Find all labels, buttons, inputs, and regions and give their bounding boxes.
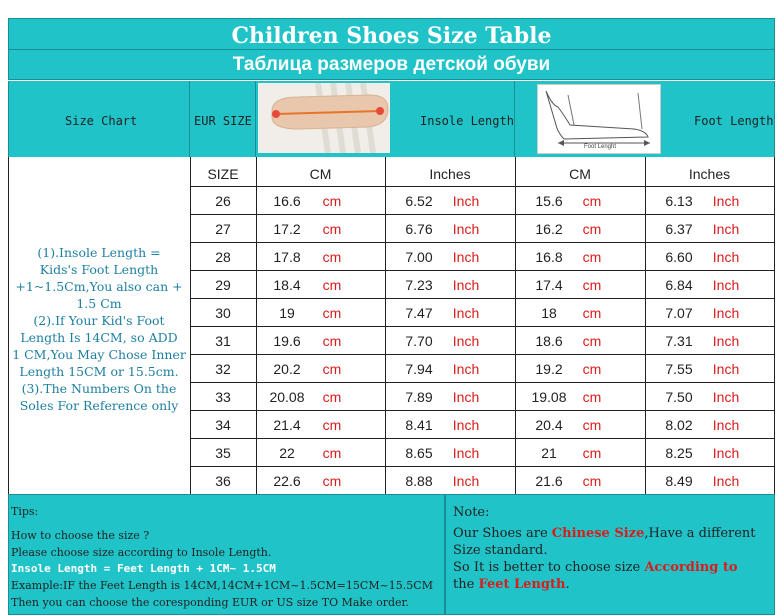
- insole-image: [258, 83, 390, 153]
- header-foot-length-label: Foot Length: [694, 114, 774, 128]
- note-panel: [445, 494, 775, 615]
- unit-label: cm: [582, 193, 602, 209]
- unit-label: Inch: [452, 277, 480, 293]
- unit-label: Inch: [452, 473, 480, 489]
- insole-inch-value: 7.00: [405, 249, 433, 265]
- foot-cm-value: 18: [541, 305, 557, 321]
- grid-row-divider: [190, 382, 775, 383]
- grid-row-divider: [190, 466, 775, 467]
- foot-cm-value: 16.8: [535, 249, 563, 265]
- unit-label: cm: [322, 417, 342, 433]
- unit-label: cm: [322, 445, 342, 461]
- header-size-chart-label: Size Chart: [65, 114, 138, 128]
- unit-label: Inch: [452, 333, 480, 349]
- insole-inch-value: 7.23: [405, 277, 433, 293]
- foot-cm-value: 16.2: [535, 221, 563, 237]
- header-insole-length-label: Insole Length: [420, 114, 514, 128]
- unit-label: cm: [322, 473, 342, 489]
- unit-label: cm: [582, 473, 602, 489]
- insole-inch-value: 7.89: [405, 389, 433, 405]
- size-cell: 36: [215, 473, 231, 489]
- size-cell: 35: [215, 445, 231, 461]
- insole-cm-value: 17.8: [273, 249, 301, 265]
- unit-label: Inch: [712, 417, 740, 433]
- header-foot-length: [515, 81, 775, 157]
- insole-inch-value: 8.65: [405, 445, 433, 461]
- size-cell: 31: [215, 333, 231, 349]
- foot-cm-value: 20.4: [535, 417, 563, 433]
- col-insole-cm: CM: [309, 166, 332, 182]
- unit-label: Inch: [452, 389, 480, 405]
- tips-line: How to choose the size ?: [11, 529, 150, 542]
- foot-inch-value: 6.84: [665, 277, 693, 293]
- header-size-chart: [8, 81, 190, 157]
- tips-panel: [8, 494, 445, 615]
- note-heading: Note:: [453, 505, 490, 520]
- foot-inch-value: 6.60: [665, 249, 693, 265]
- foot-cm-value: 15.6: [535, 193, 563, 209]
- unit-label: cm: [322, 333, 342, 349]
- side-note-line: +1~1.5Cm,You also can +: [15, 279, 183, 294]
- unit-label: Inch: [452, 221, 480, 237]
- unit-label: cm: [322, 361, 342, 377]
- unit-label: cm: [582, 389, 602, 405]
- unit-label: Inch: [452, 445, 480, 461]
- unit-label: Inch: [712, 221, 740, 237]
- foot-image: [537, 84, 661, 154]
- tips-heading: Tips:: [11, 505, 39, 518]
- insole-cm-value: 19: [279, 305, 295, 321]
- col-size: SIZE: [207, 166, 239, 182]
- side-note-line: Length 15CM or 15.5cm.: [19, 364, 179, 379]
- unit-label: Inch: [452, 193, 480, 209]
- foot-cm-value: 18.6: [535, 333, 563, 349]
- side-note-line: (1).Insole Length =: [37, 245, 161, 260]
- insole-cm-value: 19.6: [273, 333, 301, 349]
- foot-cm-value: 21.6: [535, 473, 563, 489]
- unit-label: cm: [582, 445, 602, 461]
- size-cell: 34: [215, 417, 231, 433]
- insole-cm-value: 22.6: [273, 473, 301, 489]
- insole-inch-value: 7.94: [405, 361, 433, 377]
- insole-inch-value: 7.70: [405, 333, 433, 349]
- size-cell: 27: [215, 221, 231, 237]
- unit-label: Inch: [712, 193, 740, 209]
- unit-label: cm: [582, 417, 602, 433]
- unit-label: Inch: [712, 333, 740, 349]
- unit-label: Inch: [712, 445, 740, 461]
- note-text: So It is better to choose size: [453, 560, 645, 575]
- unit-label: Inch: [452, 361, 480, 377]
- side-note-line: Soles For Reference only: [19, 398, 179, 413]
- size-cell: 30: [215, 305, 231, 321]
- unit-label: cm: [322, 277, 342, 293]
- unit-label: Inch: [712, 473, 740, 489]
- size-cell: 29: [215, 277, 231, 293]
- table-title: Children Shoes Size Table: [8, 18, 775, 50]
- header-eur-size: [190, 81, 256, 157]
- grid-row-divider: [190, 298, 775, 299]
- col-insole-inches: Inches: [429, 166, 471, 182]
- insole-inch-value: 8.88: [405, 473, 433, 489]
- unit-label: cm: [582, 277, 602, 293]
- insole-cm-value: 17.2: [273, 221, 301, 237]
- insole-inch-value: 6.76: [405, 221, 433, 237]
- note-highlight: Feet Length: [478, 577, 566, 592]
- note-line: [453, 560, 738, 575]
- foot-inch-value: 6.37: [665, 221, 693, 237]
- foot-inch-value: 8.25: [665, 445, 693, 461]
- note-text: .: [565, 577, 570, 592]
- size-cell: 32: [215, 361, 231, 377]
- note-text: Our Shoes are: [453, 526, 552, 541]
- note-highlight: According to: [644, 560, 738, 575]
- col-foot-inches: Inches: [688, 166, 731, 182]
- note-line: Size standard.: [453, 543, 548, 558]
- note-text: the: [453, 577, 479, 592]
- grid-row-divider: [190, 214, 775, 215]
- note-line: [453, 526, 756, 541]
- insole-cm-value: 20.2: [273, 361, 301, 377]
- insole-inch-value: 8.41: [405, 417, 433, 433]
- side-note-line: (2).If Your Kid's Foot: [33, 313, 165, 328]
- foot-inch-value: 7.50: [665, 389, 693, 405]
- side-note-line: 1.5 Cm: [76, 296, 122, 311]
- grid-row-divider: [190, 326, 775, 327]
- foot-inch-value: 7.07: [665, 305, 693, 321]
- unit-label: cm: [582, 249, 602, 265]
- foot-cm-value: 19.2: [535, 361, 563, 377]
- grid-row-divider: [190, 270, 775, 271]
- unit-label: cm: [582, 361, 602, 377]
- insole-cm-value: 22: [279, 445, 295, 461]
- side-note-line: Length Is 14CM, so ADD: [20, 330, 178, 345]
- tips-formula: Insole Length = Feet Length + 1CM~ 1.5CM: [11, 562, 276, 575]
- foot-inch-value: 7.31: [665, 333, 693, 349]
- unit-label: Inch: [712, 389, 740, 405]
- insole-cm-value: 21.4: [273, 417, 301, 433]
- foot-image-label: Foot Lenght: [584, 144, 617, 150]
- side-note-line: 1 CM,You May Chose Inner: [12, 347, 186, 362]
- note-highlight: Chinese Size: [551, 526, 645, 541]
- unit-label: Inch: [452, 249, 480, 265]
- unit-label: cm: [582, 221, 602, 237]
- foot-inch-value: 6.13: [665, 193, 693, 209]
- insole-cm-value: 16.6: [273, 193, 301, 209]
- header-insole-length: [256, 81, 515, 157]
- unit-label: Inch: [712, 305, 740, 321]
- insole-inch-value: 6.52: [405, 193, 433, 209]
- unit-label: Inch: [712, 361, 740, 377]
- tips-example: Example:IF the Feet Length is 14CM,14CM+1CM~1.5CM=15CM~15.5CM: [11, 579, 433, 592]
- unit-label: cm: [582, 333, 602, 349]
- foot-cm-value: 21: [541, 445, 557, 461]
- tips-line: Please choose size according to Insole Length.: [11, 546, 272, 559]
- unit-label: Inch: [452, 417, 480, 433]
- size-cell: 33: [215, 389, 231, 405]
- note-text: ,Have a different: [644, 526, 756, 541]
- size-cell: 26: [215, 193, 231, 209]
- side-note-line: (3).The Numbers On the: [21, 381, 177, 396]
- size-cell: 28: [215, 249, 231, 265]
- unit-label: Inch: [712, 249, 740, 265]
- unit-label: cm: [322, 389, 342, 405]
- tips-line: Then you can choose the coresponding EUR or US size TO Make order.: [11, 596, 410, 609]
- foot-cm-value: 17.4: [535, 277, 563, 293]
- insole-cm-value: 18.4: [273, 277, 301, 293]
- table-subtitle: Таблица размеров детской обуви: [8, 50, 775, 80]
- insole-cm-value: 20.08: [269, 389, 305, 405]
- foot-inch-value: 8.49: [665, 473, 693, 489]
- unit-label: cm: [322, 221, 342, 237]
- unit-label: Inch: [712, 277, 740, 293]
- note-line: [453, 577, 570, 592]
- header-eur-size-label: EUR SIZE: [194, 114, 252, 128]
- unit-label: cm: [322, 249, 342, 265]
- unit-label: cm: [582, 305, 602, 321]
- side-note: [10, 244, 188, 414]
- grid-row-divider: [190, 242, 775, 243]
- grid-row-divider: [190, 438, 775, 439]
- foot-inch-value: 8.02: [665, 417, 693, 433]
- side-note-line: Kids's Foot Length: [39, 262, 159, 277]
- unit-label: cm: [322, 305, 342, 321]
- foot-cm-value: 19.08: [531, 389, 567, 405]
- foot-inch-value: 7.55: [665, 361, 693, 377]
- grid-row-divider: [190, 354, 775, 355]
- grid-row-divider: [190, 410, 775, 411]
- unit-label: cm: [322, 193, 342, 209]
- col-foot-cm: CM: [569, 166, 591, 182]
- grid-row-divider: [190, 186, 775, 187]
- unit-label: Inch: [452, 305, 480, 321]
- insole-inch-value: 7.47: [405, 305, 433, 321]
